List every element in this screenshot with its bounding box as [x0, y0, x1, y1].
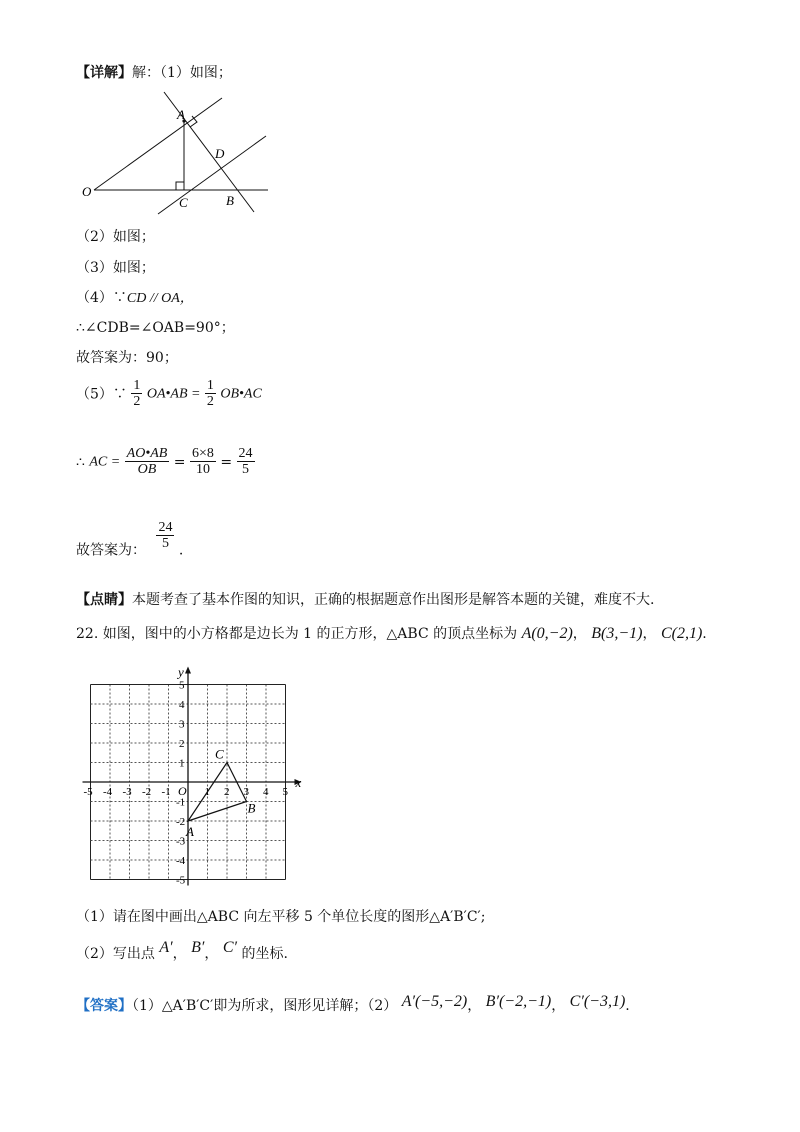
y-tick-label: -4 — [176, 855, 186, 867]
step-4-therefore: ∴∠CDB=∠OAB=90°； — [76, 320, 235, 336]
x-tick-label: -3 — [122, 786, 132, 798]
therefore-symbol: ∴ — [76, 454, 85, 471]
figure-1-geometry — [78, 86, 278, 216]
x-axis-label: x — [295, 775, 302, 790]
answer-a: A′(−5,−2) — [401, 993, 468, 1010]
answer-sep-2: ， — [551, 998, 566, 1014]
step-5-prefix: （5）∵ — [76, 386, 127, 403]
ac-eq-1: = — [173, 454, 186, 471]
q2-prefix: （2）写出点 — [76, 946, 155, 962]
coordinate-grid-figure — [76, 660, 306, 888]
x-tick-label: -5 — [83, 786, 93, 798]
ac-lhs: AC = — [89, 454, 121, 470]
x-tick-label: 5 — [282, 786, 288, 798]
y-tick-label: -3 — [176, 835, 186, 848]
y-tick-label: -5 — [176, 874, 186, 887]
y-tick-label: -1 — [176, 796, 186, 809]
coord-sep-2: ， — [642, 626, 657, 642]
label-a: A — [177, 107, 185, 122]
q2-b: B′ — [191, 939, 205, 956]
step-4 — [76, 291, 194, 306]
label-b: B — [226, 193, 234, 208]
ac-eq-2: = — [220, 454, 233, 471]
comment-text: 本题考查了基本作图的知识，正确的根据题意作出图形是解答本题的关键，难度不大. — [132, 592, 655, 608]
y-tick-label: 2 — [179, 738, 185, 750]
triangle-abc — [188, 763, 247, 822]
right-angle-c — [176, 182, 184, 190]
coord-c: C(2,1) — [660, 625, 703, 642]
answer-end: . — [625, 998, 630, 1014]
x-tick-label: 2 — [224, 786, 230, 798]
ac-frac-2: $\frac{6\times 8}{10}$ — [191, 446, 214, 478]
answer-line — [76, 994, 630, 1013]
answer-text: （1）△A′B′C′即为所求，图形见详解；（2） — [132, 998, 398, 1014]
problem-22-text: 22. 如图，图中的小方格都是边长为 1 的正方形，△ABC 的顶点坐标为 — [76, 626, 518, 642]
step-3: （3）如图； — [76, 260, 155, 276]
step-4-expr: CD // OA， — [126, 291, 194, 306]
q2-suffix: 的坐标. — [241, 946, 288, 962]
coord-end: . — [702, 626, 707, 642]
y-axis-label: y — [178, 664, 184, 680]
answer-b: B′(−2,−1) — [485, 993, 552, 1010]
step-2: （2）如图； — [76, 229, 155, 245]
y-tick-label: -2 — [176, 816, 186, 828]
ac-frac-3: $\frac{24}{5}$ — [238, 446, 253, 478]
detail-header — [76, 66, 232, 80]
problem-22-intro — [76, 626, 707, 642]
y-tick-label: 3 — [179, 718, 185, 731]
q2-sep-2: ， — [204, 946, 219, 962]
y-tick-label: 1 — [179, 757, 185, 770]
vertex-c-label: C — [215, 746, 224, 762]
answer-frac-value: $\frac{24}{5}$ — [158, 520, 173, 552]
answer-frac-prefix: 故答案为： — [76, 542, 146, 559]
comment-line — [76, 593, 654, 607]
x-tick-label: -4 — [103, 786, 113, 798]
y-tick-label: 4 — [179, 699, 185, 711]
right-angle-a — [190, 116, 197, 127]
step-5-mid: OA•AB = — [146, 386, 201, 402]
step-5 — [76, 378, 262, 411]
answer-frac — [76, 520, 183, 558]
x-tick-label: 3 — [243, 786, 249, 798]
line-cd — [158, 136, 266, 214]
x-tick-label: -1 — [161, 786, 171, 798]
step-5-frac-1: $\frac{1}{2}$ — [133, 378, 141, 410]
step-5-frac-2: $\frac{1}{2}$ — [206, 378, 214, 410]
step-5-end: OB•AC — [220, 386, 262, 402]
q2-a: A′ — [159, 939, 173, 956]
ac-frac-1: $\frac{AO•AB}{OB}$ — [126, 446, 168, 478]
origin-label: O — [178, 784, 187, 798]
x-tick-label: 1 — [204, 786, 210, 798]
y-axis-arrow — [185, 667, 191, 674]
detail-text: 解：（1）如图； — [132, 65, 232, 81]
coord-b: B(3,−1) — [591, 625, 643, 642]
question-2 — [76, 940, 288, 961]
label-c: C — [179, 195, 188, 210]
detail-bracket: 【详解】 — [76, 65, 132, 81]
answer-sep-1: ， — [467, 998, 482, 1014]
answer-frac-suffix: . — [178, 542, 184, 559]
answer-c: C′(−3,1) — [569, 993, 626, 1010]
vertex-b-label: B — [247, 800, 256, 816]
vertex-a-label: A — [186, 824, 194, 839]
x-tick-label: 4 — [263, 786, 269, 798]
question-1: （1）请在图中画出△ABC 向左平移 5 个单位长度的图形△A′B′C′; — [76, 909, 486, 925]
coord-a: A(0,−2) — [521, 625, 573, 642]
comment-bracket: 【点睛】 — [76, 592, 132, 608]
q2-c: C′ — [222, 939, 238, 956]
coord-sep-1: ， — [572, 626, 587, 642]
step-4-prefix: （4）∵ — [76, 290, 127, 306]
answer-bracket: 【答案】 — [76, 998, 132, 1014]
x-tick-label: -2 — [142, 786, 152, 798]
q2-sep-1: ， — [172, 946, 187, 962]
label-d: D — [215, 146, 225, 161]
ac-equation — [76, 446, 255, 479]
label-o: O — [82, 184, 92, 199]
y-tick-label: 5 — [179, 679, 185, 692]
answer-90: 故答案为：90； — [76, 350, 178, 366]
